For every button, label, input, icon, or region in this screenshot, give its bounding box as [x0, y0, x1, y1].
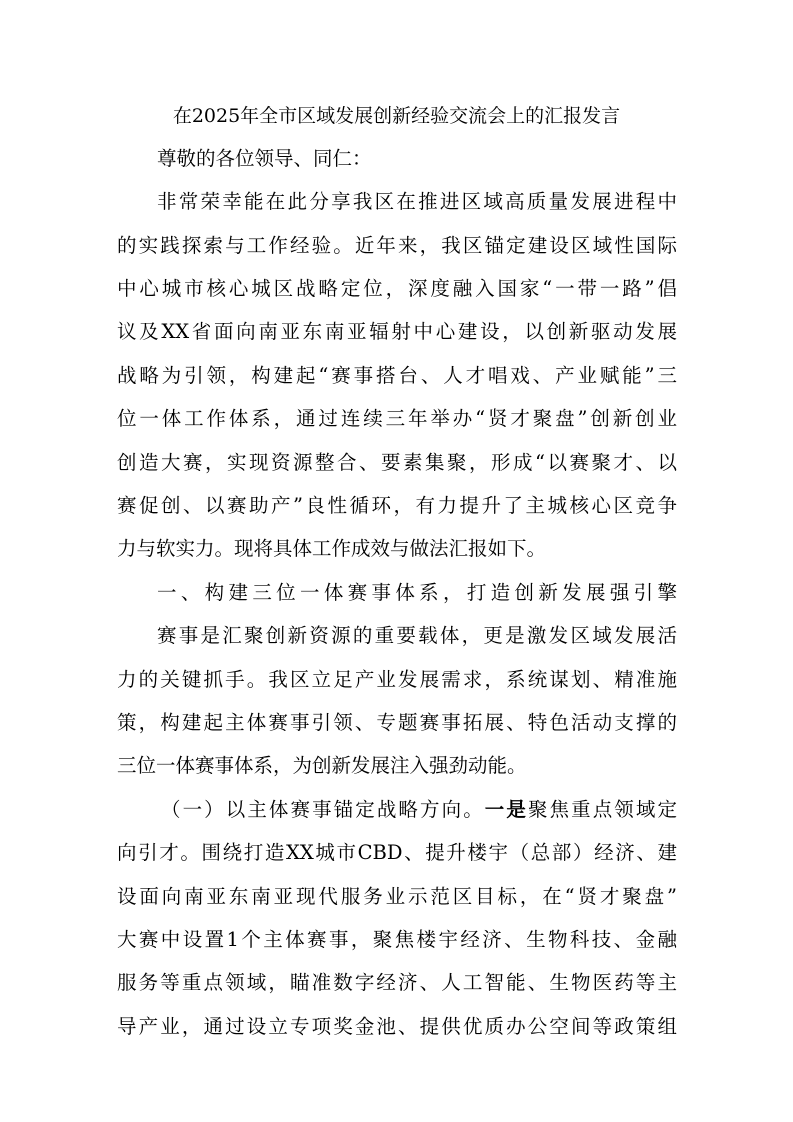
- section-heading: 一、构建三位一体赛事体系，打造创新发展强引擎: [157, 581, 677, 604]
- paragraph-line: 非常荣幸能在此分享我区在推进区域高质量发展进程中: [157, 190, 677, 213]
- paragraph-line: 设面向南亚东南亚现代服务业示范区目标，在“贤才聚盘”: [117, 885, 677, 908]
- paragraph-line: 导产业，通过设立专项奖金池、提供优质办公空间等政策组: [117, 1015, 677, 1038]
- paragraph-line: 力的关键抓手。我区立足产业发展需求，系统谋划、精准施: [117, 668, 677, 691]
- paragraph-line: 中心城市核心城区战略定位，深度融入国家“一带一路”倡: [117, 277, 677, 300]
- paragraph-line: 议及XX省面向南亚东南亚辐射中心建设，以创新驱动发展: [117, 320, 677, 343]
- paragraph-line: 力与软实力。现将具体工作成效与做法汇报如下。: [117, 537, 547, 560]
- paragraph-line: 的实践探索与工作经验。近年来，我区锚定建设区域性国际: [117, 234, 677, 257]
- emphasis-first: 一是: [484, 798, 528, 821]
- paragraph-line: 三位一体赛事体系，为创新发展注入强劲动能。: [117, 754, 527, 777]
- paragraph-line: 大赛中设置1个主体赛事，聚焦楼宇经济、生物科技、金融: [117, 928, 677, 951]
- salutation: 尊敬的各位领导、同仁：: [157, 147, 372, 170]
- paragraph-line: 向引才。围绕打造XX城市CBD、提升楼宇（总部）经济、建: [117, 841, 677, 864]
- subsection-heading-rest: 聚焦重点领域定: [527, 798, 677, 821]
- paragraph-line: 服务等重点领域，瞄准数字经济、人工智能、生物医药等主: [117, 971, 677, 994]
- paragraph-line: 赛事是汇聚创新资源的重要载体，更是激发区域发展活: [157, 624, 677, 647]
- subsection-heading-line: [161, 796, 677, 824]
- paragraph-line: 策，构建起主体赛事引领、专题赛事拓展、特色活动支撑的: [117, 711, 677, 734]
- document-title: 在2025年全市区域发展创新经验交流会上的汇报发言: [172, 105, 621, 127]
- paragraph-line: 赛促创、以赛助产”良性循环，有力提升了主城核心区竞争: [117, 494, 677, 517]
- paragraph-line: 位一体工作体系，通过连续三年举办“贤才聚盘”创新创业: [117, 407, 677, 430]
- subsection-heading: （一）以主体赛事锚定战略方向。: [161, 798, 485, 821]
- paragraph-line: 战略为引领，构建起“赛事搭台、人才唱戏、产业赋能”三: [117, 364, 677, 387]
- paragraph-line: 创造大赛，实现资源整合、要素集聚，形成“以赛聚才、以: [117, 451, 677, 474]
